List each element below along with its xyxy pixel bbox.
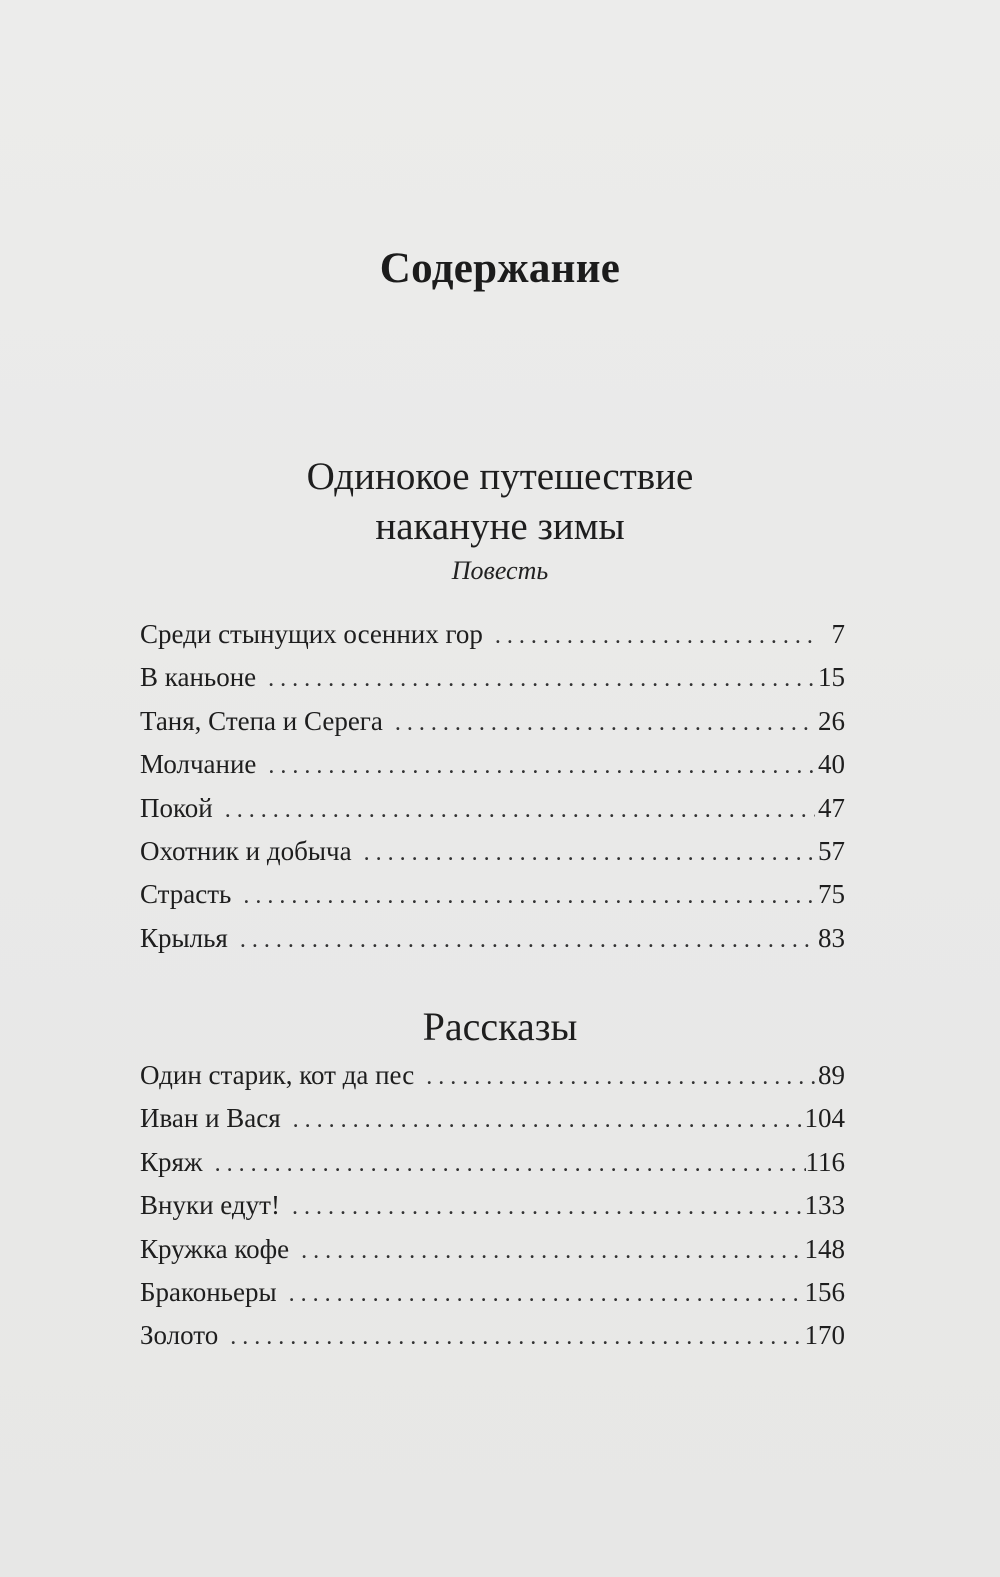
dot-leader [262, 666, 815, 693]
dot-leader [489, 623, 815, 650]
dot-leader [234, 927, 815, 954]
toc-entry-page: 57 [818, 835, 845, 866]
toc-entry [140, 619, 845, 662]
toc-entry-page: 133 [804, 1190, 845, 1221]
toc-entry-page: 40 [818, 749, 845, 780]
toc-entry-page: 170 [804, 1320, 845, 1351]
toc-entry [140, 923, 845, 966]
toc-entry-page: 15 [818, 662, 845, 693]
part-novella-heading [0, 452, 1000, 586]
dot-leader [283, 1281, 805, 1308]
toc-entry-label: Один старик, кот да пес [140, 1060, 415, 1090]
toc-entry [140, 1320, 845, 1363]
toc-entry-label: Золото [140, 1320, 219, 1351]
toc-entry-page: 7 [831, 619, 845, 649]
toc-entry [140, 1103, 845, 1146]
toc-entry-label: Среди стынущих осенних гор [140, 619, 483, 649]
toc-entry-page: 83 [818, 922, 845, 953]
part-stories-heading: Рассказы [422, 1004, 578, 1049]
toc-entry [140, 1147, 845, 1190]
toc-entry-page: 26 [818, 705, 845, 736]
toc-entry-label: Иван и Вася [140, 1103, 281, 1134]
dot-leader [219, 797, 815, 824]
toc-entry-page: 104 [804, 1103, 845, 1134]
part-subtitle: Повесть [451, 556, 549, 585]
toc-entry [140, 793, 845, 836]
toc-entry-page: 116 [805, 1146, 845, 1177]
dot-leader [286, 1194, 805, 1221]
dot-leader [389, 710, 815, 737]
toc-list-stories [140, 1060, 845, 1364]
dot-leader [420, 1064, 815, 1091]
toc-entry [140, 836, 845, 879]
dot-leader [287, 1107, 805, 1134]
toc-entry-label: Молчание [140, 749, 257, 780]
toc-entry-label: Таня, Степа и Серега [140, 705, 383, 736]
toc-entry-label: Страсть [140, 879, 232, 910]
toc-heading: Содержание [379, 245, 621, 292]
toc-entry [140, 1190, 845, 1233]
toc-entry-label: В каньоне [140, 662, 257, 693]
toc-entry-label: Кружка кофе [140, 1233, 290, 1264]
dot-leader [295, 1238, 804, 1265]
toc-entry [140, 662, 845, 705]
dot-leader [262, 753, 815, 780]
toc-entry [140, 1060, 845, 1103]
toc-entry [140, 1277, 845, 1320]
toc-entry-page: 148 [804, 1233, 845, 1264]
toc-list-novella [140, 619, 845, 966]
dot-leader [209, 1151, 806, 1178]
toc-entry-label: Охотник и добыча [140, 835, 352, 866]
toc-entry-label: Внуки едут! [140, 1190, 280, 1221]
dot-leader [358, 840, 815, 867]
toc-entry-label: Браконьеры [140, 1276, 277, 1307]
toc-entry-page: 156 [804, 1276, 845, 1307]
part-title: Одинокое путешествие накануне зимы [306, 455, 694, 548]
toc-entry-label: Покой [140, 792, 213, 823]
toc-entry-page: 89 [818, 1060, 845, 1090]
toc-entry-label: Кряж [140, 1146, 203, 1177]
toc-entry [140, 706, 845, 749]
dot-leader [237, 883, 815, 910]
toc-entry [140, 1234, 845, 1277]
toc-entry [140, 879, 845, 922]
dot-leader [224, 1324, 804, 1351]
toc-entry-page: 75 [818, 879, 845, 910]
toc-entry-page: 47 [818, 792, 845, 823]
toc-entry-label: Крылья [140, 922, 228, 953]
toc-entry [140, 749, 845, 792]
